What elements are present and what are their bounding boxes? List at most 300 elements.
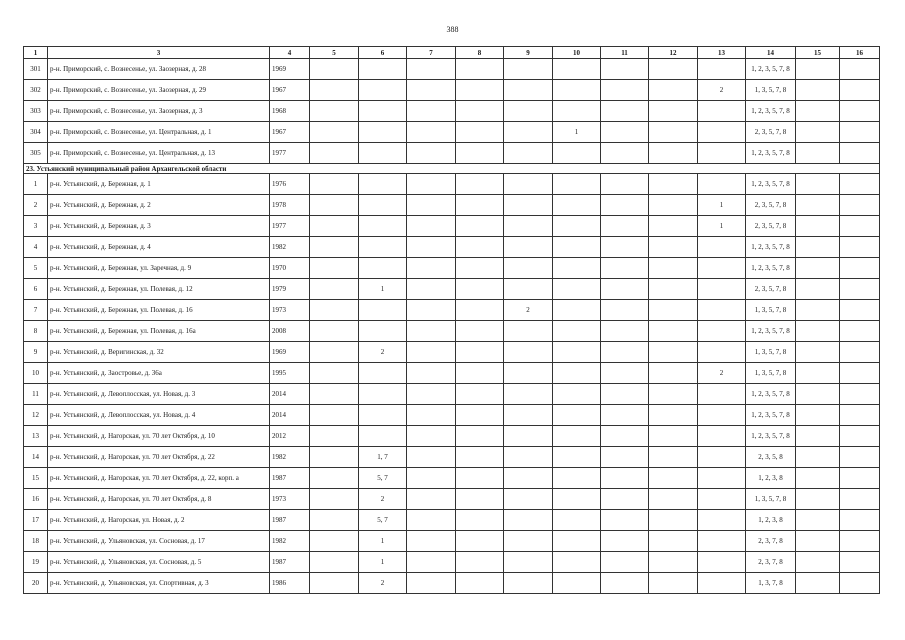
table-row — [24, 510, 880, 531]
cell-col-10 — [553, 300, 601, 321]
cell-col-4: 1978 — [270, 195, 310, 216]
cell-col-10 — [553, 531, 601, 552]
cell-col-14: 1, 3, 5, 7, 8 — [746, 342, 796, 363]
empty-cell — [407, 489, 456, 510]
cell-col-10 — [553, 80, 601, 101]
table-row — [24, 80, 880, 101]
cell-col-3: р-н. Устьянский, д. Нагорская, ул. Новая, д. 2 — [48, 510, 270, 531]
empty-cell — [310, 174, 359, 195]
cell-col-4: 1979 — [270, 279, 310, 300]
empty-cell — [840, 363, 880, 384]
empty-cell — [601, 300, 649, 321]
cell-col-14: 1, 2, 3, 5, 7, 8 — [746, 405, 796, 426]
empty-cell — [840, 195, 880, 216]
empty-cell — [840, 552, 880, 573]
empty-cell — [796, 510, 840, 531]
cell-col-10 — [553, 101, 601, 122]
cell-col-4: 1973 — [270, 300, 310, 321]
table-row — [24, 101, 880, 122]
cell-col-13 — [698, 279, 746, 300]
cell-col-1: 12 — [24, 405, 48, 426]
empty-cell — [796, 122, 840, 143]
cell-col-9 — [504, 405, 553, 426]
cell-col-9: 2 — [504, 300, 553, 321]
cell-col-3: р-н. Приморский, с. Вознесенье, ул. Заозерная, д. 28 — [48, 59, 270, 80]
cell-col-10 — [553, 174, 601, 195]
empty-cell — [407, 384, 456, 405]
empty-cell — [601, 468, 649, 489]
empty-cell — [310, 447, 359, 468]
empty-cell — [456, 216, 504, 237]
empty-cell — [840, 531, 880, 552]
cell-col-14: 2, 3, 7, 8 — [746, 531, 796, 552]
empty-cell — [796, 531, 840, 552]
cell-col-14: 1, 2, 3, 5, 7, 8 — [746, 237, 796, 258]
cell-col-4: 1987 — [270, 468, 310, 489]
cell-col-9 — [504, 143, 553, 164]
empty-cell — [601, 101, 649, 122]
empty-cell — [407, 101, 456, 122]
cell-col-4: 1995 — [270, 363, 310, 384]
cell-col-9 — [504, 531, 553, 552]
table-row — [24, 447, 880, 468]
cell-col-1: 1 — [24, 174, 48, 195]
cell-col-9 — [504, 510, 553, 531]
cell-col-13 — [698, 573, 746, 594]
cell-col-6: 2 — [359, 342, 407, 363]
cell-col-9 — [504, 552, 553, 573]
cell-col-14: 2, 3, 5, 7, 8 — [746, 216, 796, 237]
cell-col-4: 1987 — [270, 510, 310, 531]
empty-cell — [456, 531, 504, 552]
column-header-6: 6 — [359, 47, 407, 59]
cell-col-9 — [504, 195, 553, 216]
table-row — [24, 258, 880, 279]
cell-col-14: 1, 2, 3, 8 — [746, 510, 796, 531]
cell-col-4: 1986 — [270, 573, 310, 594]
empty-cell — [649, 143, 698, 164]
empty-cell — [456, 237, 504, 258]
cell-col-9 — [504, 237, 553, 258]
cell-col-3: р-н. Устьянский, д. Нагорская, ул. 70 лет Октября, д. 10 — [48, 426, 270, 447]
cell-col-6: 1 — [359, 531, 407, 552]
empty-cell — [796, 300, 840, 321]
cell-col-4: 2008 — [270, 321, 310, 342]
cell-col-3: р-н. Устьянский, д. Бережная, д. 1 — [48, 174, 270, 195]
table-row — [24, 122, 880, 143]
empty-cell — [310, 237, 359, 258]
cell-col-6 — [359, 59, 407, 80]
empty-cell — [310, 321, 359, 342]
cell-col-10 — [553, 237, 601, 258]
cell-col-13 — [698, 384, 746, 405]
empty-cell — [310, 279, 359, 300]
empty-cell — [796, 447, 840, 468]
empty-cell — [796, 489, 840, 510]
empty-cell — [796, 80, 840, 101]
cell-col-9 — [504, 59, 553, 80]
empty-cell — [601, 122, 649, 143]
cell-col-13 — [698, 552, 746, 573]
empty-cell — [407, 279, 456, 300]
cell-col-6 — [359, 405, 407, 426]
empty-cell — [649, 237, 698, 258]
cell-col-13 — [698, 447, 746, 468]
empty-cell — [456, 321, 504, 342]
empty-cell — [649, 405, 698, 426]
empty-cell — [456, 405, 504, 426]
cell-col-6: 5, 7 — [359, 510, 407, 531]
cell-col-4: 1982 — [270, 531, 310, 552]
empty-cell — [796, 384, 840, 405]
cell-col-13 — [698, 468, 746, 489]
table-body — [24, 59, 880, 594]
empty-cell — [407, 573, 456, 594]
cell-col-14: 1, 2, 3, 5, 7, 8 — [746, 59, 796, 80]
empty-cell — [649, 426, 698, 447]
empty-cell — [840, 468, 880, 489]
cell-col-9 — [504, 426, 553, 447]
cell-col-4: 1970 — [270, 258, 310, 279]
empty-cell — [796, 195, 840, 216]
cell-col-4: 1967 — [270, 80, 310, 101]
empty-cell — [649, 279, 698, 300]
cell-col-10 — [553, 405, 601, 426]
empty-cell — [310, 80, 359, 101]
table-row — [24, 279, 880, 300]
empty-cell — [649, 174, 698, 195]
cell-col-1: 5 — [24, 258, 48, 279]
cell-col-3: р-н. Приморский, с. Вознесенье, ул. Центральная, д. 1 — [48, 122, 270, 143]
empty-cell — [310, 489, 359, 510]
empty-cell — [840, 122, 880, 143]
cell-col-3: р-н. Устьянский, д. Бережная, ул. Полевая, д. 16 — [48, 300, 270, 321]
empty-cell — [840, 510, 880, 531]
cell-col-13: 1 — [698, 216, 746, 237]
table-row — [24, 573, 880, 594]
cell-col-4: 1977 — [270, 216, 310, 237]
empty-cell — [601, 384, 649, 405]
empty-cell — [601, 426, 649, 447]
empty-cell — [840, 143, 880, 164]
cell-col-13 — [698, 258, 746, 279]
cell-col-3: р-н. Устьянский, д. Нагорская, ул. 70 лет Октября, д. 22 — [48, 447, 270, 468]
cell-col-1: 14 — [24, 447, 48, 468]
table-row — [24, 342, 880, 363]
cell-col-3: р-н. Устьянский, д. Бережная, ул. Полевая, д. 12 — [48, 279, 270, 300]
cell-col-3: р-н. Приморский, с. Вознесенье, ул. Заозерная, д. 29 — [48, 80, 270, 101]
cell-col-4: 1982 — [270, 237, 310, 258]
column-header-16: 16 — [840, 47, 880, 59]
empty-cell — [407, 300, 456, 321]
cell-col-1: 4 — [24, 237, 48, 258]
empty-cell — [840, 447, 880, 468]
empty-cell — [649, 101, 698, 122]
cell-col-4: 1982 — [270, 447, 310, 468]
empty-cell — [407, 552, 456, 573]
empty-cell — [601, 510, 649, 531]
column-header-5: 5 — [310, 47, 359, 59]
cell-col-13 — [698, 321, 746, 342]
cell-col-3: р-н. Приморский, с. Вознесенье, ул. Заозерная, д. 3 — [48, 101, 270, 122]
empty-cell — [796, 342, 840, 363]
table-row — [24, 321, 880, 342]
cell-col-9 — [504, 573, 553, 594]
cell-col-14: 1, 3, 7, 8 — [746, 573, 796, 594]
empty-cell — [407, 531, 456, 552]
empty-cell — [840, 237, 880, 258]
empty-cell — [407, 258, 456, 279]
cell-col-1: 6 — [24, 279, 48, 300]
table-row — [24, 174, 880, 195]
cell-col-6 — [359, 216, 407, 237]
column-header-10: 10 — [553, 47, 601, 59]
cell-col-4: 1969 — [270, 342, 310, 363]
empty-cell — [840, 216, 880, 237]
empty-cell — [456, 300, 504, 321]
empty-cell — [840, 405, 880, 426]
empty-cell — [840, 101, 880, 122]
empty-cell — [456, 384, 504, 405]
cell-col-14: 1, 3, 5, 7, 8 — [746, 300, 796, 321]
cell-col-3: р-н. Устьянский, д. Бережная, д. 4 — [48, 237, 270, 258]
cell-col-10 — [553, 384, 601, 405]
empty-cell — [840, 426, 880, 447]
empty-cell — [456, 258, 504, 279]
cell-col-9 — [504, 468, 553, 489]
empty-cell — [796, 59, 840, 80]
cell-col-13 — [698, 174, 746, 195]
empty-cell — [407, 510, 456, 531]
empty-cell — [649, 363, 698, 384]
cell-col-6 — [359, 300, 407, 321]
empty-cell — [649, 510, 698, 531]
cell-col-10 — [553, 447, 601, 468]
empty-cell — [310, 122, 359, 143]
cell-col-4: 1977 — [270, 143, 310, 164]
empty-cell — [796, 279, 840, 300]
empty-cell — [310, 384, 359, 405]
column-header-13: 13 — [698, 47, 746, 59]
cell-col-1: 18 — [24, 531, 48, 552]
cell-col-9 — [504, 279, 553, 300]
cell-col-3: р-н. Устьянский, д. Нагорская, ул. 70 лет Октября, д. 8 — [48, 489, 270, 510]
cell-col-6 — [359, 143, 407, 164]
empty-cell — [407, 447, 456, 468]
empty-cell — [407, 195, 456, 216]
empty-cell — [407, 237, 456, 258]
cell-col-14: 2, 3, 5, 7, 8 — [746, 122, 796, 143]
cell-col-13 — [698, 143, 746, 164]
cell-col-4: 1969 — [270, 59, 310, 80]
empty-cell — [456, 101, 504, 122]
empty-cell — [840, 59, 880, 80]
cell-col-10 — [553, 59, 601, 80]
table-row — [24, 216, 880, 237]
column-header-14: 14 — [746, 47, 796, 59]
empty-cell — [649, 531, 698, 552]
cell-col-3: р-н. Устьянский, д. Бережная, д. 2 — [48, 195, 270, 216]
empty-cell — [310, 405, 359, 426]
empty-cell — [310, 216, 359, 237]
empty-cell — [310, 101, 359, 122]
empty-cell — [796, 426, 840, 447]
column-header-8: 8 — [456, 47, 504, 59]
empty-cell — [407, 174, 456, 195]
empty-cell — [840, 174, 880, 195]
empty-cell — [456, 573, 504, 594]
cell-col-13 — [698, 405, 746, 426]
empty-cell — [796, 405, 840, 426]
cell-col-6 — [359, 384, 407, 405]
cell-col-10 — [553, 279, 601, 300]
cell-col-14: 1, 2, 3, 5, 7, 8 — [746, 174, 796, 195]
cell-col-10 — [553, 489, 601, 510]
cell-col-9 — [504, 363, 553, 384]
cell-col-1: 16 — [24, 489, 48, 510]
cell-col-3: р-н. Устьянский, д. Бережная, д. 3 — [48, 216, 270, 237]
empty-cell — [601, 174, 649, 195]
empty-cell — [407, 468, 456, 489]
cell-col-14: 1, 2, 3, 5, 7, 8 — [746, 143, 796, 164]
column-header-1: 1 — [24, 47, 48, 59]
empty-cell — [407, 342, 456, 363]
cell-col-10 — [553, 258, 601, 279]
cell-col-1: 302 — [24, 80, 48, 101]
empty-cell — [649, 384, 698, 405]
table-row — [24, 300, 880, 321]
cell-col-6 — [359, 122, 407, 143]
empty-cell — [601, 573, 649, 594]
empty-cell — [601, 447, 649, 468]
cell-col-4: 1976 — [270, 174, 310, 195]
empty-cell — [796, 573, 840, 594]
empty-cell — [310, 342, 359, 363]
section-row — [24, 164, 880, 174]
cell-col-1: 7 — [24, 300, 48, 321]
cell-col-14: 1, 3, 5, 7, 8 — [746, 80, 796, 101]
cell-col-10 — [553, 552, 601, 573]
empty-cell — [456, 195, 504, 216]
empty-cell — [601, 405, 649, 426]
empty-cell — [310, 510, 359, 531]
empty-cell — [796, 363, 840, 384]
cell-col-6 — [359, 426, 407, 447]
empty-cell — [649, 258, 698, 279]
cell-col-6 — [359, 321, 407, 342]
cell-col-10 — [553, 573, 601, 594]
empty-cell — [840, 321, 880, 342]
empty-cell — [310, 468, 359, 489]
empty-cell — [407, 80, 456, 101]
column-header-9: 9 — [504, 47, 553, 59]
empty-cell — [649, 300, 698, 321]
cell-col-4: 2012 — [270, 426, 310, 447]
table-row — [24, 426, 880, 447]
cell-col-3: р-н. Устьянский, д. Веригинская, д. 32 — [48, 342, 270, 363]
cell-col-4: 2014 — [270, 384, 310, 405]
column-header-12: 12 — [649, 47, 698, 59]
cell-col-3: р-н. Устьянский, д. Бережная, ул. Заречная, д. 9 — [48, 258, 270, 279]
cell-col-10 — [553, 321, 601, 342]
cell-col-13 — [698, 531, 746, 552]
empty-cell — [649, 216, 698, 237]
empty-cell — [840, 300, 880, 321]
cell-col-3: р-н. Устьянский, д. Левоплосская, ул. Новая, д. 4 — [48, 405, 270, 426]
empty-cell — [649, 552, 698, 573]
table-row — [24, 195, 880, 216]
empty-cell — [796, 101, 840, 122]
cell-col-10 — [553, 510, 601, 531]
empty-cell — [840, 384, 880, 405]
empty-cell — [310, 573, 359, 594]
cell-col-13 — [698, 101, 746, 122]
cell-col-9 — [504, 258, 553, 279]
empty-cell — [796, 174, 840, 195]
cell-col-1: 10 — [24, 363, 48, 384]
empty-cell — [649, 573, 698, 594]
empty-cell — [601, 258, 649, 279]
cell-col-6 — [359, 363, 407, 384]
empty-cell — [456, 552, 504, 573]
cell-col-3: р-н. Устьянский, д. Ульяновская, ул. Спортивная, д. 3 — [48, 573, 270, 594]
cell-col-1: 20 — [24, 573, 48, 594]
cell-col-6: 2 — [359, 573, 407, 594]
cell-col-9 — [504, 101, 553, 122]
cell-col-9 — [504, 342, 553, 363]
column-header-4: 4 — [270, 47, 310, 59]
empty-cell — [601, 363, 649, 384]
table-row — [24, 384, 880, 405]
cell-col-9 — [504, 122, 553, 143]
cell-col-9 — [504, 384, 553, 405]
cell-col-14: 1, 2, 3, 5, 7, 8 — [746, 321, 796, 342]
table-row — [24, 237, 880, 258]
table-row — [24, 552, 880, 573]
empty-cell — [796, 216, 840, 237]
cell-col-13 — [698, 426, 746, 447]
cell-col-6: 5, 7 — [359, 468, 407, 489]
empty-cell — [456, 143, 504, 164]
empty-cell — [840, 279, 880, 300]
table-row — [24, 143, 880, 164]
empty-cell — [456, 489, 504, 510]
cell-col-4: 1968 — [270, 101, 310, 122]
empty-cell — [407, 59, 456, 80]
registry-table — [23, 46, 880, 594]
empty-cell — [840, 573, 880, 594]
cell-col-10: 1 — [553, 122, 601, 143]
empty-cell — [456, 426, 504, 447]
empty-cell — [456, 510, 504, 531]
empty-cell — [456, 80, 504, 101]
cell-col-14: 1, 2, 3, 5, 7, 8 — [746, 258, 796, 279]
table-row — [24, 489, 880, 510]
cell-col-6 — [359, 101, 407, 122]
cell-col-9 — [504, 447, 553, 468]
empty-cell — [601, 216, 649, 237]
table-row — [24, 405, 880, 426]
cell-col-1: 305 — [24, 143, 48, 164]
cell-col-1: 11 — [24, 384, 48, 405]
empty-cell — [601, 80, 649, 101]
empty-cell — [407, 143, 456, 164]
empty-cell — [649, 122, 698, 143]
empty-cell — [407, 405, 456, 426]
cell-col-3: р-н. Устьянский, д. Ульяновская, ул. Сосновая, д. 17 — [48, 531, 270, 552]
empty-cell — [601, 552, 649, 573]
cell-col-10 — [553, 342, 601, 363]
